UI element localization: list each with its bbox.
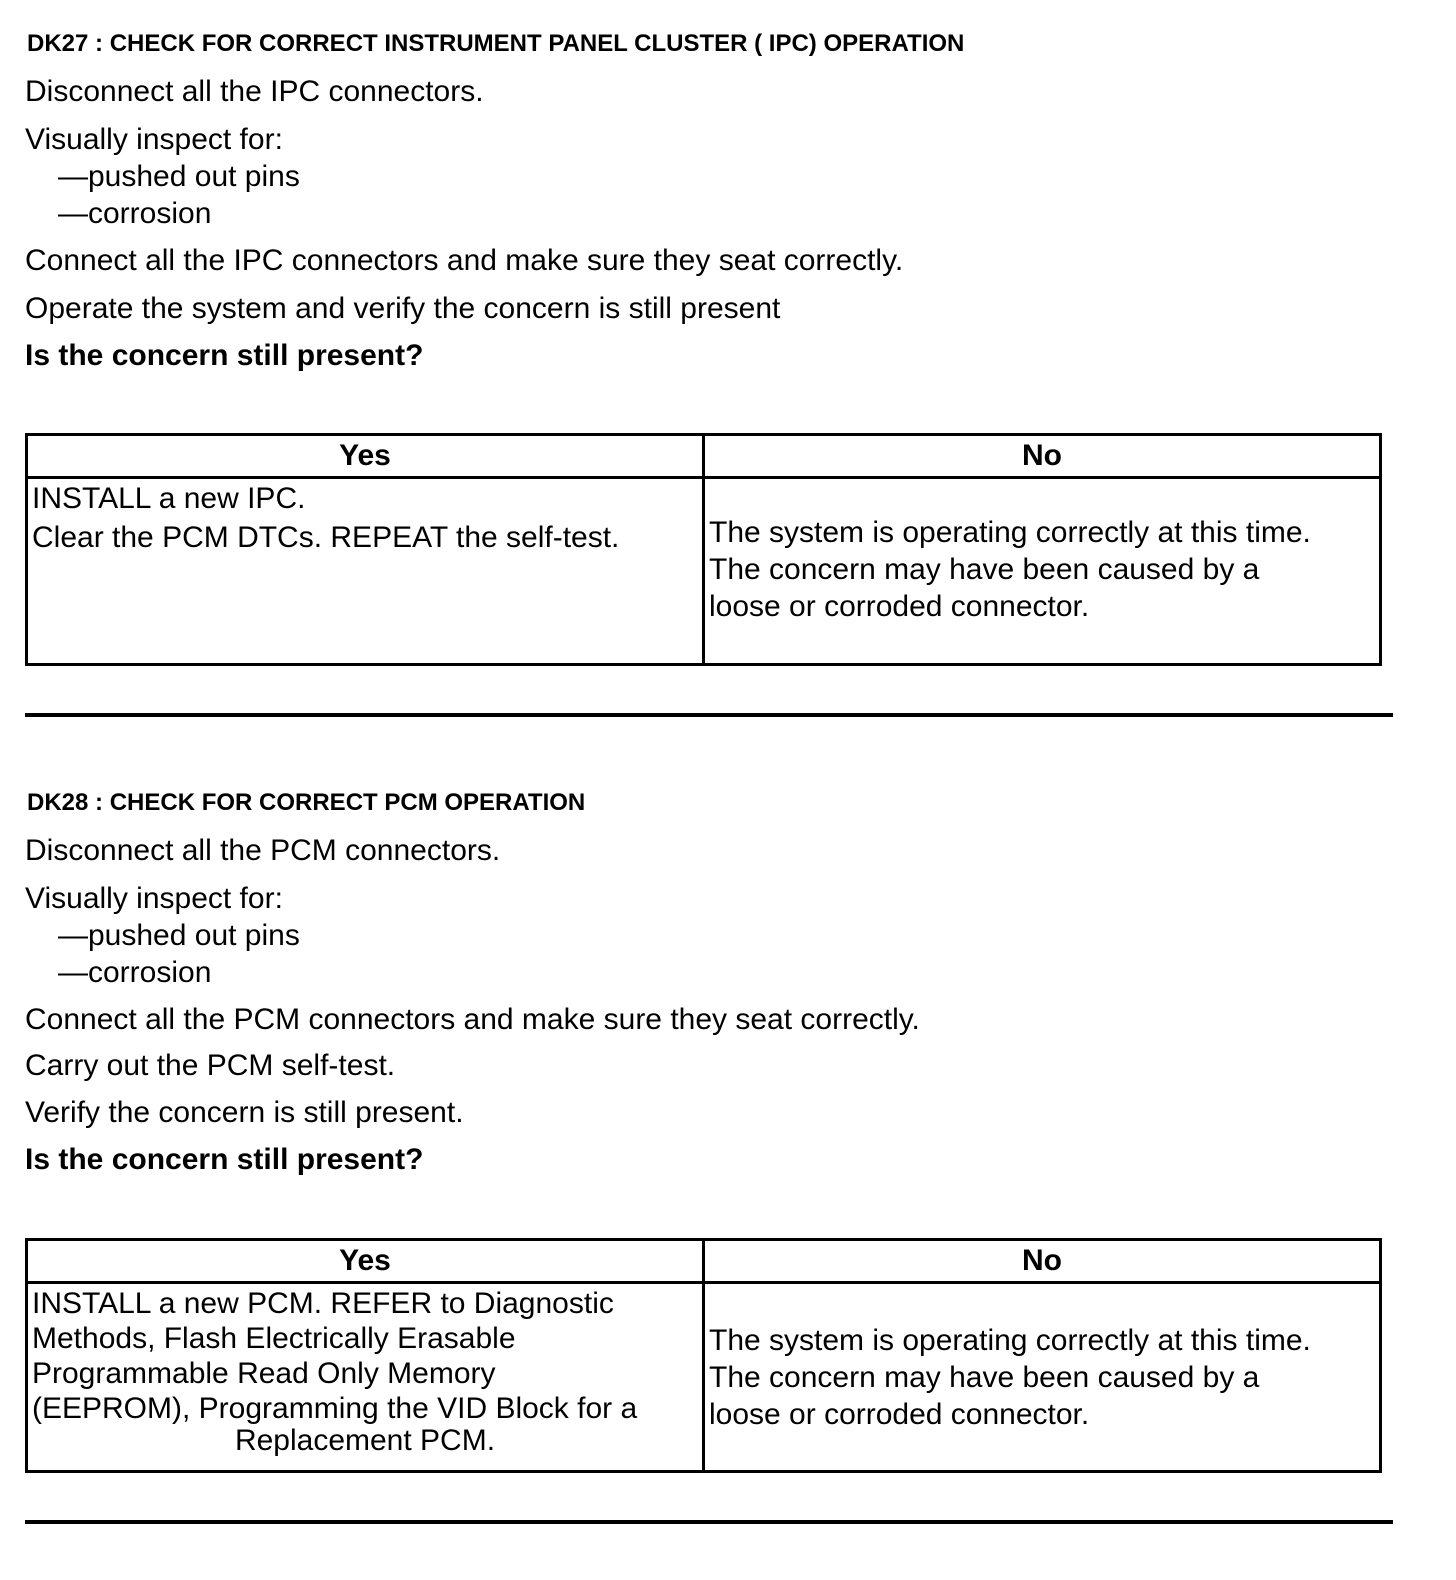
no-line: The system is operating correctly at this time. [709,1324,1311,1357]
decision-table-dk28 [25,1238,1382,1473]
no-line: The concern may have been caused by a [709,1361,1260,1394]
yes-line: Replacement PCM. [234,1424,496,1457]
yes-header: Yes [27,1240,704,1283]
inspect-item: —corrosion [58,197,212,230]
no-line: The system is operating correctly at this time. [709,516,1311,549]
question-text: Is the concern still present? [25,1143,424,1176]
yes-line: (EEPROM), Programming the VID Block for a [32,1392,638,1425]
step-text: Verify the concern is still present. [25,1096,464,1129]
section-divider [25,1520,1393,1524]
section-divider [25,713,1393,717]
inspect-item: —pushed out pins [58,160,300,193]
inspect-item: —pushed out pins [58,919,300,952]
yes-line: Methods, Flash Electrically Erasable [32,1322,516,1355]
yes-line: Clear the PCM DTCs. REPEAT the self-test. [32,521,620,554]
step-text: Visually inspect for: [25,123,283,156]
no-cell [704,1283,1381,1472]
step-text: Disconnect all the PCM connectors. [25,834,501,867]
no-line: The concern may have been caused by a [709,553,1260,586]
yes-line: Programmable Read Only Memory [32,1357,496,1390]
decision-table-dk27 [25,433,1382,666]
no-header: No [704,435,1381,478]
yes-cell [27,478,704,665]
section-title-dk27: DK27 : CHECK FOR CORRECT INSTRUMENT PANEL CLUSTER ( IPC) OPERATION [27,30,965,57]
yes-line: INSTALL a new IPC. [32,482,306,515]
section-title-dk28: DK28 : CHECK FOR CORRECT PCM OPERATION [27,789,586,816]
inspect-item: —corrosion [58,956,212,989]
no-line: loose or corroded connector. [709,590,1090,623]
yes-header: Yes [27,435,704,478]
step-text: Operate the system and verify the concern is still present [25,292,781,325]
no-cell [704,478,1381,665]
no-line: loose or corroded connector. [709,1398,1090,1431]
yes-cell [27,1283,704,1472]
yes-line: INSTALL a new PCM. REFER to Diagnostic [32,1287,614,1320]
step-text: Visually inspect for: [25,882,283,915]
question-text: Is the concern still present? [25,339,424,372]
step-text: Connect all the PCM connectors and make sure they seat correctly. [25,1003,920,1036]
step-text: Carry out the PCM self-test. [25,1049,396,1082]
step-text: Connect all the IPC connectors and make sure they seat correctly. [25,244,904,277]
no-header: No [704,1240,1381,1283]
step-text: Disconnect all the IPC connectors. [25,75,484,108]
